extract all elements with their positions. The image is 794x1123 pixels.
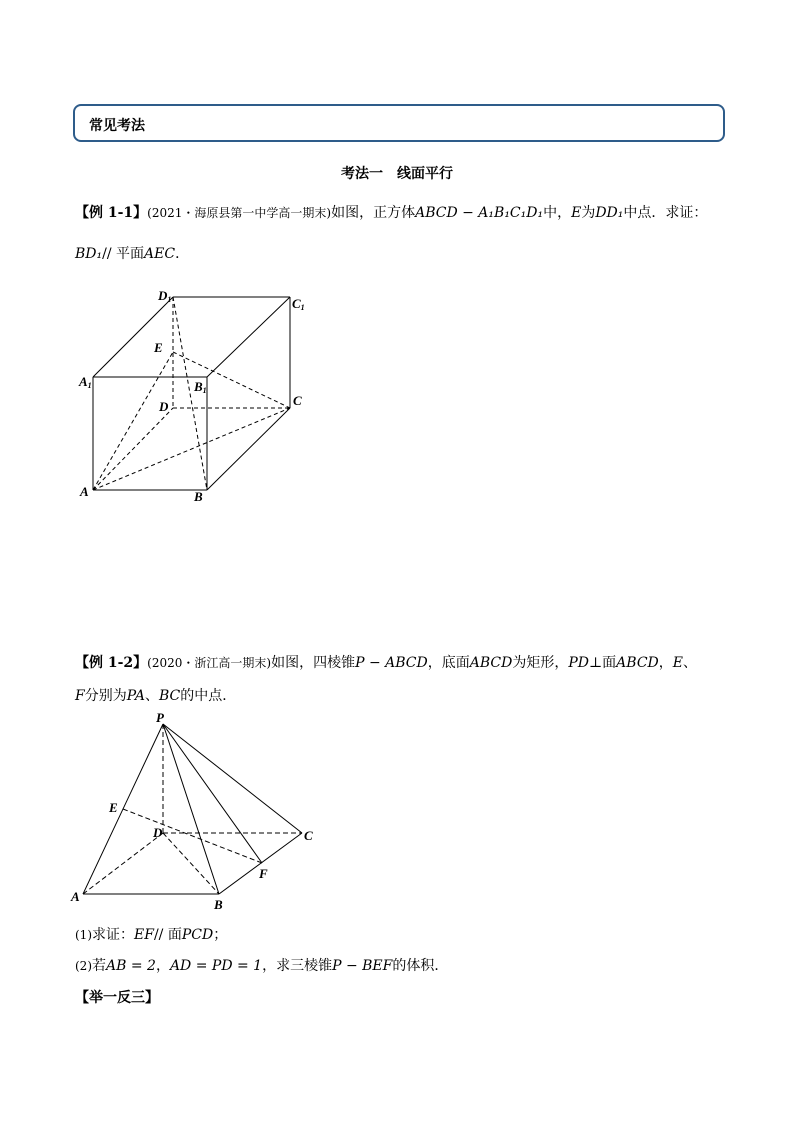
- example1-source: (2021・海原县第一中学高一期末): [147, 206, 332, 220]
- edge-pc: [163, 724, 302, 833]
- edge-a1d1: [93, 297, 173, 377]
- segment-dd1: DD₁: [595, 205, 624, 221]
- plane-pcd: PCD: [181, 927, 214, 943]
- example1-line2: [75, 243, 189, 263]
- practice-heading: 【举一反三】: [75, 990, 159, 1006]
- point-e: E: [571, 205, 582, 221]
- example2-text: 如图，四棱锥: [271, 655, 356, 671]
- example2-text: 、: [144, 688, 159, 704]
- example2-line1: [75, 652, 697, 672]
- edge-b1c1: [207, 297, 290, 377]
- example1-line1: [75, 202, 707, 222]
- label-b1: B1: [194, 379, 207, 395]
- segment-db: [163, 833, 219, 894]
- segment-ae: [93, 352, 173, 490]
- example1-text: 如图，正方体: [331, 205, 416, 221]
- label-a: A: [71, 889, 80, 904]
- section-title: 考法一 线面平行: [341, 166, 453, 182]
- condition-ab: AB = 2: [106, 958, 156, 974]
- point-f: F: [75, 688, 85, 704]
- example1-text: ．: [175, 246, 190, 262]
- section-header-box: [73, 104, 725, 142]
- label-f: F: [259, 866, 268, 881]
- pyramid-name: P − ABCD: [355, 655, 428, 671]
- example2-source: (2020・浙江高一期末): [147, 656, 272, 670]
- label-a1: A1: [79, 374, 92, 390]
- cube-figure: [70, 280, 320, 510]
- segment-pf: [163, 724, 262, 863]
- question-2: [75, 955, 448, 975]
- edge-bc: [219, 833, 302, 894]
- example1-tag: 【例 1-1】: [75, 205, 148, 221]
- example2-line2: [75, 685, 236, 705]
- tetrahedron-pbef: P − BEF: [332, 958, 393, 974]
- example2-text: ⊥面: [589, 655, 617, 671]
- example2-text: ，底面: [427, 655, 470, 671]
- segment-bd1: BD₁: [75, 246, 103, 262]
- label-d: D: [159, 399, 169, 414]
- label-e: E: [154, 340, 163, 355]
- label-d: D: [153, 825, 163, 840]
- example1-text: // 平面: [102, 246, 145, 262]
- segment-ef: [123, 809, 262, 863]
- example1-text: 为: [581, 205, 596, 221]
- cube-name: ABCD − A₁B₁C₁D₁: [415, 205, 544, 221]
- question-text: 求证：: [92, 927, 134, 943]
- label-b: B: [194, 489, 203, 504]
- segment-pd: PD: [568, 655, 589, 671]
- label-b: B: [214, 897, 223, 912]
- question-text: ，: [155, 958, 170, 974]
- edge-bc: [207, 408, 290, 490]
- segment-pa: PA: [126, 688, 145, 704]
- diag-ac: [93, 408, 290, 490]
- segment-ec: [173, 352, 290, 408]
- point-e: E: [672, 655, 684, 671]
- label-a: A: [80, 484, 89, 499]
- example2-tag: 【例 1-2】: [75, 655, 148, 671]
- edge-ad: [83, 833, 163, 894]
- example2-text: 为矩形，: [512, 655, 569, 671]
- label-c: C: [304, 828, 313, 843]
- pyramid-figure: [66, 708, 326, 913]
- base-name: ABCD: [616, 655, 659, 671]
- example2-text: 、: [683, 655, 698, 671]
- question-text: ；: [213, 927, 228, 943]
- question-text: 的体积．: [392, 958, 449, 974]
- example1-text: 中点．求证：: [623, 205, 708, 221]
- question-1: [75, 924, 227, 944]
- question-text: 若: [92, 958, 106, 974]
- example2-text: 分别为: [84, 688, 127, 704]
- question-text: // 面: [153, 927, 182, 943]
- question-number: (1): [75, 928, 92, 942]
- label-d1: D1: [158, 288, 172, 304]
- example2-text: ，: [658, 655, 673, 671]
- question-text: ，求三棱锥: [262, 958, 333, 974]
- label-e: E: [109, 800, 118, 815]
- edge-pb: [163, 724, 219, 894]
- header-title: 常见考法: [89, 118, 145, 134]
- segment-ef: EF: [134, 927, 154, 943]
- condition-ad-pd: AD = PD = 1: [169, 958, 263, 974]
- label-c1: C1: [292, 296, 305, 312]
- example2-text: 的中点．: [180, 688, 237, 704]
- question-number: (2): [75, 959, 92, 973]
- base-name: ABCD: [469, 655, 513, 671]
- example1-text: 中，: [543, 205, 572, 221]
- label-p: P: [156, 710, 164, 725]
- plane-aec: AEC: [144, 246, 176, 262]
- label-c: C: [293, 393, 302, 408]
- segment-bc: BC: [158, 688, 181, 704]
